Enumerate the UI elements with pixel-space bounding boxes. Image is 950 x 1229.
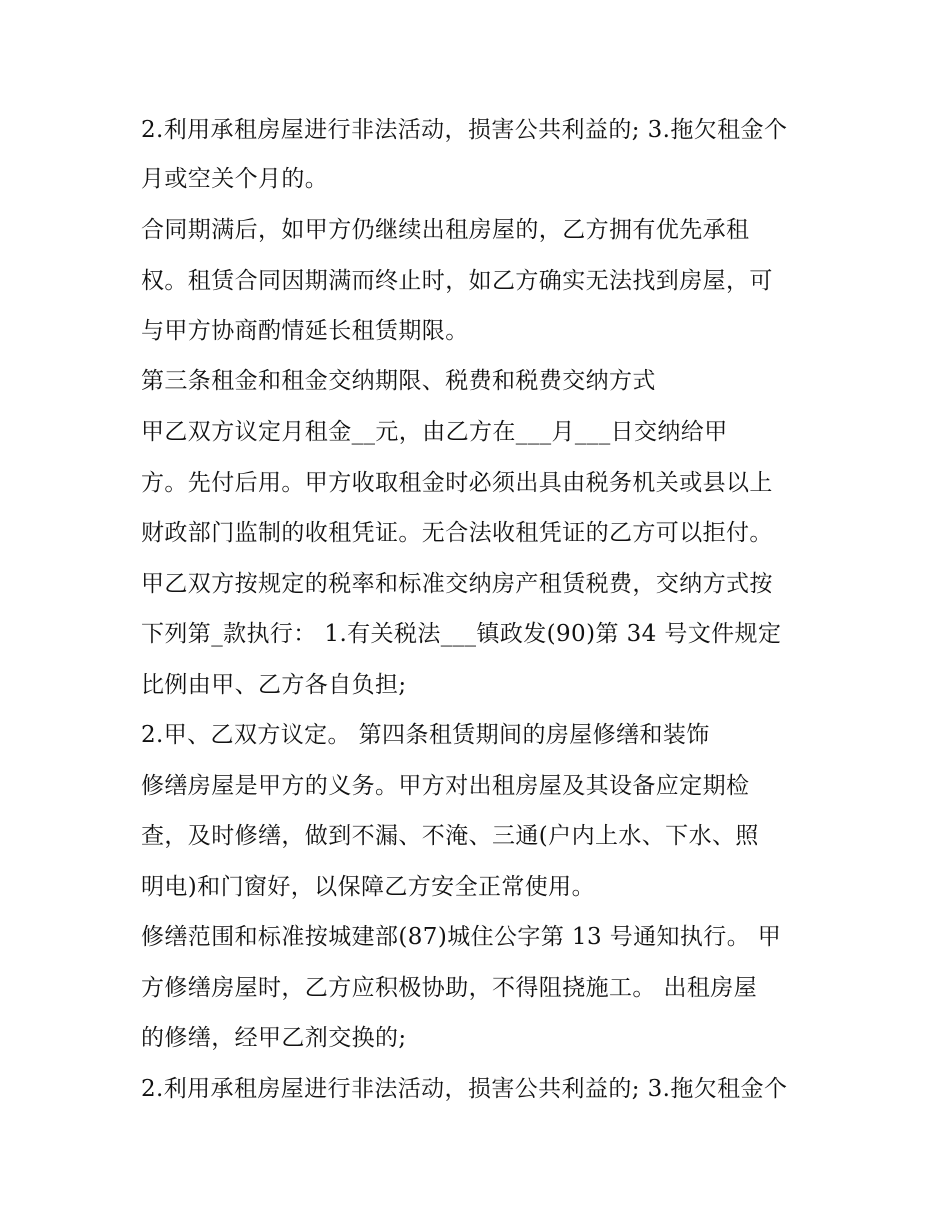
text-line: 明电)和门窗好，以保障乙方安全正常使用。 [141, 874, 595, 900]
text-line: 方。先付后用。甲方收取租金时必须出具由税务机关或县以上 [141, 470, 773, 496]
text-line: 比例由甲、乙方各自负担; [141, 672, 407, 698]
text-line: 下列第_款执行： 1.有关税法___镇政发(90)第 34 号文件规定 [141, 621, 782, 647]
text-line: 权。租赁合同因期满而终止时，如乙方确实无法找到房屋，可 [141, 268, 773, 294]
text-line: 修缮房屋是甲方的义务。甲方对出租房屋及其设备应定期检 [141, 773, 750, 799]
text-line: 2.甲、乙双方议定。 第四条租赁期间的房屋修缮和装饰 [141, 722, 710, 748]
text-line: 方修缮房屋时，乙方应积极协助，不得阻挠施工。 出租房屋 [141, 975, 758, 1001]
text-line: 2.利用承租房屋进行非法活动，损害公共利益的; 3.拖欠租金个 [141, 117, 788, 143]
text-line: 与甲方协商酌情延长租赁期限。 [141, 318, 469, 344]
text-line: 的修缮，经甲乙剂交换的; [141, 1025, 407, 1051]
text-line: 查，及时修缮，做到不漏、不淹、三通(户内上水、下水、照 [141, 823, 759, 849]
text-line: 甲乙双方议定月租金__元，由乙方在___月___日交纳给甲 [141, 419, 728, 445]
text-line: 月或空关个月的。 [141, 166, 329, 192]
text-line: 2.利用承租房屋进行非法活动，损害公共利益的; 3.拖欠租金个 [141, 1076, 788, 1102]
text-line: 甲乙双方按规定的税率和标准交纳房产租赁税费，交纳方式按 [141, 571, 773, 597]
text-line: 修缮范围和标准按城建部(87)城住公字第 13 号通知执行。 甲 [141, 924, 782, 950]
text-line: 合同期满后，如甲方仍继续出租房屋的，乙方拥有优先承租 [141, 217, 750, 243]
text-line: 财政部门监制的收租凭证。无合法收租凭证的乙方可以拒付。 [141, 520, 773, 546]
section-heading: 第三条租金和租金交纳期限、税费和税费交纳方式 [141, 368, 656, 394]
